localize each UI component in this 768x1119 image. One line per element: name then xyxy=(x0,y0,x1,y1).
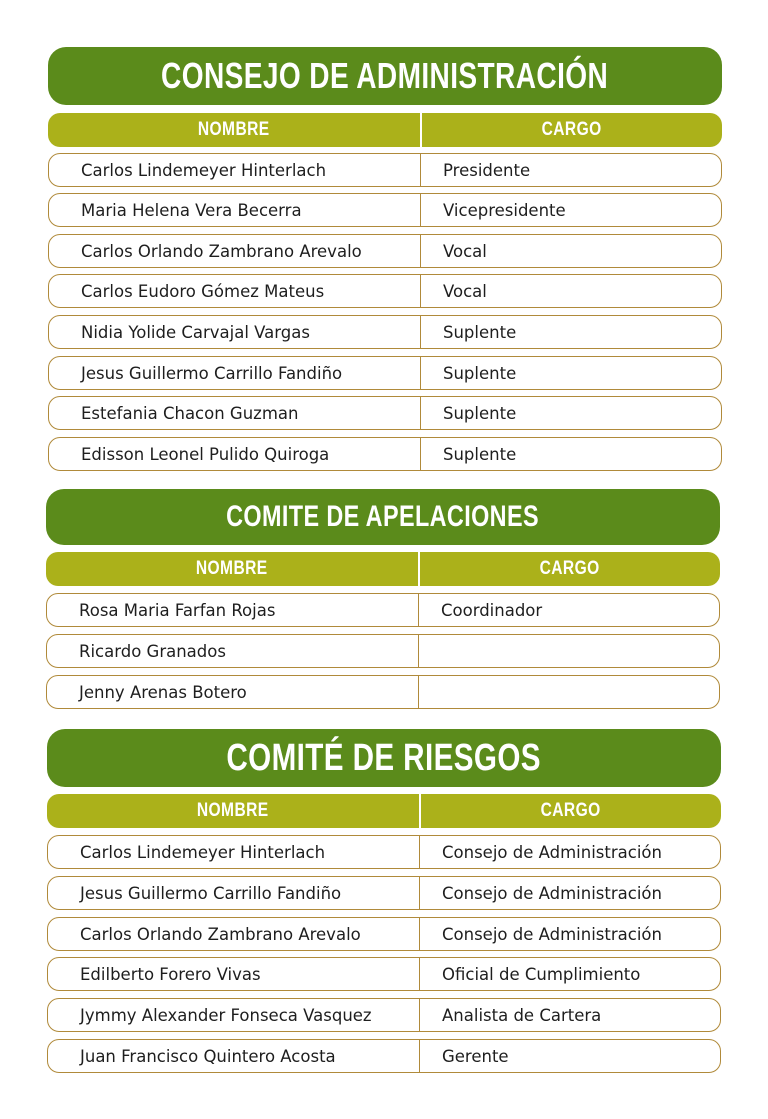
section-comite-apelaciones xyxy=(46,489,720,711)
cell-name: Jesus Guillermo Carrillo Fandiño xyxy=(48,877,420,909)
table-row xyxy=(47,917,721,951)
cell-name: Rosa Maria Farfan Rojas xyxy=(47,594,419,626)
table-row xyxy=(48,153,722,187)
section-title: COMITE DE APELACIONES xyxy=(226,500,540,533)
header-cargo: CARGO xyxy=(541,119,603,140)
cell-role: Analista de Cartera xyxy=(442,1005,602,1025)
cell-role: Consejo de Administración xyxy=(442,883,662,903)
header-nombre: NOMBRE xyxy=(46,552,420,586)
table-row xyxy=(46,593,720,627)
section-comite-riesgos xyxy=(47,729,721,1073)
section-title: COMITÉ DE RIESGOS xyxy=(226,736,542,779)
cell-name: Carlos Orlando Zambrano Arevalo xyxy=(48,918,420,950)
cell-role: Vocal xyxy=(443,281,487,301)
table-header xyxy=(48,113,722,147)
cell-name: Carlos Lindemeyer Hinterlach xyxy=(49,154,421,186)
cell-role: Suplente xyxy=(443,322,517,342)
table-row xyxy=(48,274,722,308)
cell-role: Vocal xyxy=(443,241,487,261)
cell-role: Coordinador xyxy=(441,600,543,620)
cell-name: Edilberto Forero Vivas xyxy=(48,958,420,990)
table-row xyxy=(46,634,720,668)
table-row xyxy=(47,957,721,991)
table-row xyxy=(47,835,721,869)
table-row xyxy=(47,876,721,910)
cell-name: Carlos Eudoro Gómez Mateus xyxy=(49,275,421,307)
cell-role: Consejo de Administración xyxy=(442,924,662,944)
cell-role xyxy=(419,635,719,667)
header-nombre: NOMBRE xyxy=(47,794,421,828)
table-row xyxy=(47,998,721,1032)
table-row xyxy=(48,437,722,471)
cell-name: Edisson Leonel Pulido Quiroga xyxy=(49,438,421,470)
section-title-bar xyxy=(48,47,722,105)
cell-role: Suplente xyxy=(443,403,517,423)
table-header xyxy=(47,794,721,828)
header-cargo: CARGO xyxy=(540,800,602,821)
cell-role: Oficial de Cumplimiento xyxy=(442,964,641,984)
cell-name: Carlos Lindemeyer Hinterlach xyxy=(48,836,420,868)
cell-role: Consejo de Administración xyxy=(442,842,662,862)
cell-name: Maria Helena Vera Becerra xyxy=(49,194,421,226)
cell-name: Carlos Orlando Zambrano Arevalo xyxy=(49,235,421,267)
cell-name: Jesus Guillermo Carrillo Fandiño xyxy=(49,357,421,389)
table-row xyxy=(48,315,722,349)
table-header xyxy=(46,552,720,586)
header-nombre: NOMBRE xyxy=(48,113,422,147)
cell-name: Juan Francisco Quintero Acosta xyxy=(48,1040,420,1072)
table-row xyxy=(48,356,722,390)
cell-name: Nidia Yolide Carvajal Vargas xyxy=(49,316,421,348)
table-row xyxy=(48,234,722,268)
section-title: CONSEJO DE ADMINISTRACIÓN xyxy=(161,55,609,96)
cell-name: Jymmy Alexander Fonseca Vasquez xyxy=(48,999,420,1031)
section-title-bar xyxy=(46,489,720,545)
table-row xyxy=(46,675,720,709)
cell-role: Vicepresidente xyxy=(443,200,566,220)
table-row xyxy=(48,396,722,430)
cell-role: Gerente xyxy=(442,1046,509,1066)
table-row xyxy=(47,1039,721,1073)
cell-role: Presidente xyxy=(443,160,531,180)
section-consejo-administracion xyxy=(48,47,722,473)
cell-name: Jenny Arenas Botero xyxy=(47,676,419,708)
cell-role xyxy=(419,676,719,708)
header-cargo: CARGO xyxy=(539,558,601,579)
cell-role: Suplente xyxy=(443,444,517,464)
cell-name: Ricardo Granados xyxy=(47,635,419,667)
section-title-bar xyxy=(47,729,721,787)
cell-role: Suplente xyxy=(443,363,517,383)
cell-name: Estefania Chacon Guzman xyxy=(49,397,421,429)
table-row xyxy=(48,193,722,227)
